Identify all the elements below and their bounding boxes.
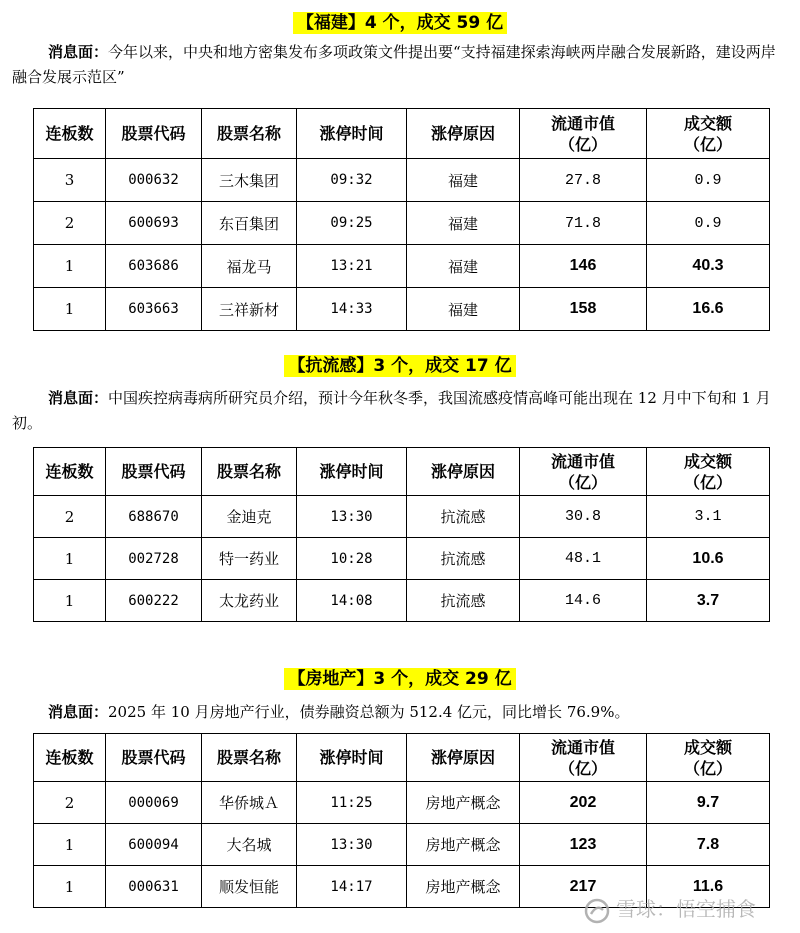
news-realestate: 消息面：2025 年 10 月房地产行业，债券融资总额为 512.4 亿元，同比增长 76.9%。: [48, 703, 630, 721]
cell-code: 000631: [106, 866, 202, 908]
table-row: [34, 202, 770, 245]
cell-reason: 福建: [407, 288, 520, 331]
table-row: [34, 159, 770, 202]
cell-turnover: 3.1: [647, 496, 770, 538]
header-code: 股票代码: [106, 734, 202, 782]
cell-reason: 房地产概念: [407, 782, 520, 824]
news-fujian: 消息面：今年以来，中央和地方密集发布多项政策文件提出要“支持福建探索海峡两岸融合发展新路，建设两岸融合发展示范区”: [12, 43, 776, 86]
header-code: 股票代码: [106, 109, 202, 159]
table-row: [34, 496, 770, 538]
cell-lianban: 2: [34, 202, 106, 245]
header-turnover: 成交额 （亿）: [647, 734, 770, 782]
cell-time: 09:25: [297, 202, 407, 245]
cell-turnover: 16.6: [647, 288, 770, 331]
header-name: 股票名称: [202, 109, 297, 159]
cell-time: 14:33: [297, 288, 407, 331]
cell-lianban: 1: [34, 538, 106, 580]
cell-name: 太龙药业: [202, 580, 297, 622]
cell-lianban: 1: [34, 824, 106, 866]
cell-mktcap: 217: [520, 866, 647, 908]
cell-time: 10:28: [297, 538, 407, 580]
cell-reason: 福建: [407, 245, 520, 288]
cell-name: 顺发恒能: [202, 866, 297, 908]
cell-reason: 抗流感: [407, 496, 520, 538]
header-reason: 涨停原因: [407, 109, 520, 159]
cell-turnover: 3.7: [647, 580, 770, 622]
table-flu: [33, 447, 770, 622]
cell-time: 09:32: [297, 159, 407, 202]
cell-lianban: 3: [34, 159, 106, 202]
cell-code: 603663: [106, 288, 202, 331]
cell-code: 600693: [106, 202, 202, 245]
cell-reason: 房地产概念: [407, 866, 520, 908]
cell-name: 金迪克: [202, 496, 297, 538]
cell-mktcap: 27.8: [520, 159, 647, 202]
cell-turnover: 10.6: [647, 538, 770, 580]
cell-code: 603686: [106, 245, 202, 288]
cell-code: 002728: [106, 538, 202, 580]
table-row: [34, 824, 770, 866]
table-row: [34, 245, 770, 288]
cell-mktcap: 14.6: [520, 580, 647, 622]
cell-turnover: 7.8: [647, 824, 770, 866]
section-title-realestate: 【房地产】3 个，成交 29 亿: [0, 664, 800, 689]
header-lianban: 连板数: [34, 109, 106, 159]
cell-turnover: 40.3: [647, 245, 770, 288]
cell-lianban: 2: [34, 782, 106, 824]
cell-time: 13:30: [297, 496, 407, 538]
cell-time: 13:21: [297, 245, 407, 288]
cell-code: 000069: [106, 782, 202, 824]
cell-lianban: 1: [34, 288, 106, 331]
table-header-row: [34, 448, 770, 496]
cell-code: 000632: [106, 159, 202, 202]
header-name: 股票名称: [202, 734, 297, 782]
cell-mktcap: 71.8: [520, 202, 647, 245]
cell-name: 三木集团: [202, 159, 297, 202]
cell-turnover: 9.7: [647, 782, 770, 824]
cell-name: 三祥新材: [202, 288, 297, 331]
cell-reason: 福建: [407, 159, 520, 202]
cell-reason: 抗流感: [407, 580, 520, 622]
cell-name: 东百集团: [202, 202, 297, 245]
cell-time: 14:17: [297, 866, 407, 908]
cell-reason: 抗流感: [407, 538, 520, 580]
section-title-fujian: 【福建】4 个，成交 59 亿: [0, 8, 800, 33]
cell-name: 华侨城Ａ: [202, 782, 297, 824]
header-code: 股票代码: [106, 448, 202, 496]
header-reason: 涨停原因: [407, 734, 520, 782]
cell-lianban: 1: [34, 866, 106, 908]
header-reason: 涨停原因: [407, 448, 520, 496]
header-mktcap: 流通市值 （亿）: [520, 448, 647, 496]
cell-turnover: 11.6: [647, 866, 770, 908]
table-header-row: [34, 734, 770, 782]
table-row: [34, 288, 770, 331]
cell-lianban: 2: [34, 496, 106, 538]
header-lianban: 连板数: [34, 448, 106, 496]
cell-turnover: 0.9: [647, 159, 770, 202]
cell-name: 福龙马: [202, 245, 297, 288]
watermark: [584, 893, 756, 924]
cell-code: 688670: [106, 496, 202, 538]
table-header-row: [34, 109, 770, 159]
table-realestate: [33, 733, 770, 908]
header-lianban: 连板数: [34, 734, 106, 782]
table-row: [34, 538, 770, 580]
header-time: 涨停时间: [297, 734, 407, 782]
watermark-text: 雪球：悟空捕食: [616, 897, 756, 921]
header-time: 涨停时间: [297, 448, 407, 496]
cell-lianban: 1: [34, 580, 106, 622]
snowball-logo-icon: [584, 898, 610, 924]
cell-mktcap: 158: [520, 288, 647, 331]
cell-time: 11:25: [297, 782, 407, 824]
header-name: 股票名称: [202, 448, 297, 496]
cell-lianban: 1: [34, 245, 106, 288]
cell-mktcap: 146: [520, 245, 647, 288]
table-row: [34, 580, 770, 622]
header-time: 涨停时间: [297, 109, 407, 159]
cell-code: 600094: [106, 824, 202, 866]
header-mktcap: 流通市值 （亿）: [520, 109, 647, 159]
header-turnover: 成交额 （亿）: [647, 109, 770, 159]
cell-mktcap: 202: [520, 782, 647, 824]
table-row: [34, 782, 770, 824]
header-mktcap: 流通市值 （亿）: [520, 734, 647, 782]
table-fujian: [33, 108, 770, 331]
cell-time: 14:08: [297, 580, 407, 622]
cell-name: 大名城: [202, 824, 297, 866]
cell-mktcap: 123: [520, 824, 647, 866]
header-turnover: 成交额 （亿）: [647, 448, 770, 496]
cell-turnover: 0.9: [647, 202, 770, 245]
cell-code: 600222: [106, 580, 202, 622]
cell-time: 13:30: [297, 824, 407, 866]
cell-reason: 福建: [407, 202, 520, 245]
cell-name: 特一药业: [202, 538, 297, 580]
cell-mktcap: 48.1: [520, 538, 647, 580]
news-flu: 消息面：中国疾控病毒病所研究员介绍，预计今年秋冬季，我国流感疫情高峰可能出现在 12 月中下旬和 1 月初。: [12, 389, 771, 432]
cell-reason: 房地产概念: [407, 824, 520, 866]
cell-mktcap: 30.8: [520, 496, 647, 538]
section-title-flu: 【抗流感】3 个，成交 17 亿: [0, 351, 800, 376]
